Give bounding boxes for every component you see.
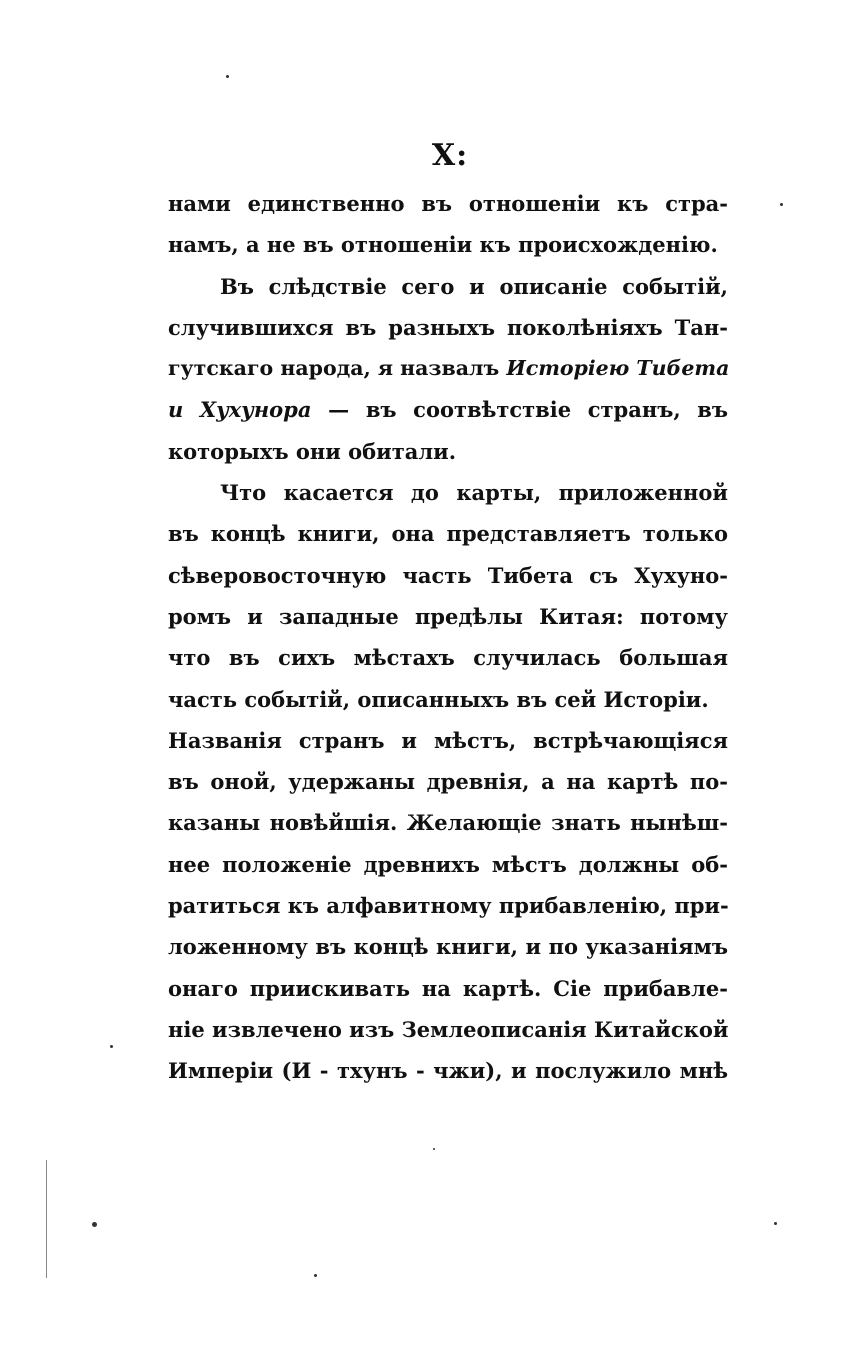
- text-segment: часть событій, описанныхъ въ сей Исторіи.: [168, 686, 709, 712]
- text-line: [168, 266, 728, 307]
- text-line: [168, 307, 728, 348]
- text-line: [168, 513, 728, 554]
- text-segment: что въ сихъ мѣстахъ случилась большая: [168, 645, 728, 671]
- text-line: [168, 720, 728, 761]
- text-segment: Въ слѣдствіе сего и описаніе событій,: [220, 273, 728, 299]
- scan-speck: [774, 1222, 777, 1225]
- text-line: [168, 596, 728, 637]
- text-line: [168, 224, 728, 265]
- text-segment: ромъ и западные предѣлы Китая: потому: [168, 603, 728, 629]
- scan-speck: [226, 75, 229, 78]
- text-segment: которыхъ они обитали.: [168, 438, 457, 464]
- text-segment: намъ, а не въ отношеніи къ происхожденію.: [168, 232, 718, 258]
- scan-speck: [433, 1148, 435, 1150]
- text-segment: нами единственно въ отношеніи къ стра-: [168, 191, 728, 216]
- text-line: [168, 348, 728, 389]
- text-segment: ложенному въ концѣ книги, и по указаніямъ: [168, 934, 728, 960]
- scan-speck: [110, 1045, 113, 1048]
- text-segment: ратиться къ алфавитному прибавленію, при-: [168, 893, 729, 919]
- text-segment: въ концѣ книги, она представляетъ только: [168, 521, 728, 547]
- text-line: [168, 555, 728, 596]
- scan-speck: [92, 1222, 97, 1227]
- text-segment: сѣверовосточную часть Тибета съ Хухуно-: [168, 562, 728, 588]
- italic-title-text: Исторіею Тибета: [506, 356, 730, 381]
- text-segment: казаны новѣйшія. Желающіе знать нынѣш-: [168, 810, 728, 836]
- text-line: [168, 1009, 728, 1050]
- text-line: [168, 183, 728, 224]
- text-line: [168, 389, 728, 430]
- scan-speck: [314, 1274, 317, 1277]
- text-line: [168, 679, 728, 720]
- text-segment: Имперіи (И - тхунъ - чжи), и послужило мнѣ: [168, 1058, 728, 1084]
- text-segment: въ оной, удержаны древнія, а на картѣ по-: [168, 769, 728, 795]
- text-segment: ніе извлечено изъ Землеописанія Китайской: [168, 1016, 729, 1042]
- text-line: [168, 802, 728, 843]
- text-segment: — въ соотвѣтствіе странъ, въ: [311, 397, 729, 423]
- text-line: [168, 1050, 728, 1091]
- body-text: [168, 183, 728, 1092]
- text-segment: Названія странъ и мѣстъ, встрѣчающіяся: [168, 727, 728, 753]
- text-segment: гутскаго народа, я назвалъ: [168, 356, 507, 381]
- text-segment: случившихся въ разныхъ поколѣніяхъ Тан-: [168, 314, 728, 340]
- text-segment: нее положеніе древнихъ мѣстъ должны об-: [168, 851, 728, 877]
- text-line: [168, 885, 728, 926]
- text-line: [168, 637, 728, 678]
- text-line: [168, 761, 728, 802]
- text-line: [168, 431, 728, 472]
- italic-title-text: и Хухунора: [168, 397, 312, 423]
- text-segment: онаго приискивать на картѣ. Сіе прибавле-: [168, 975, 728, 1001]
- text-line: [168, 968, 728, 1009]
- page-number: X:: [431, 138, 469, 173]
- text-line: [168, 926, 728, 967]
- text-line: [168, 472, 728, 513]
- scan-margin-line: [46, 1160, 47, 1278]
- text-line: [168, 844, 728, 885]
- text-segment: Что касается до карты, приложенной: [220, 480, 728, 506]
- scan-speck: [780, 203, 783, 206]
